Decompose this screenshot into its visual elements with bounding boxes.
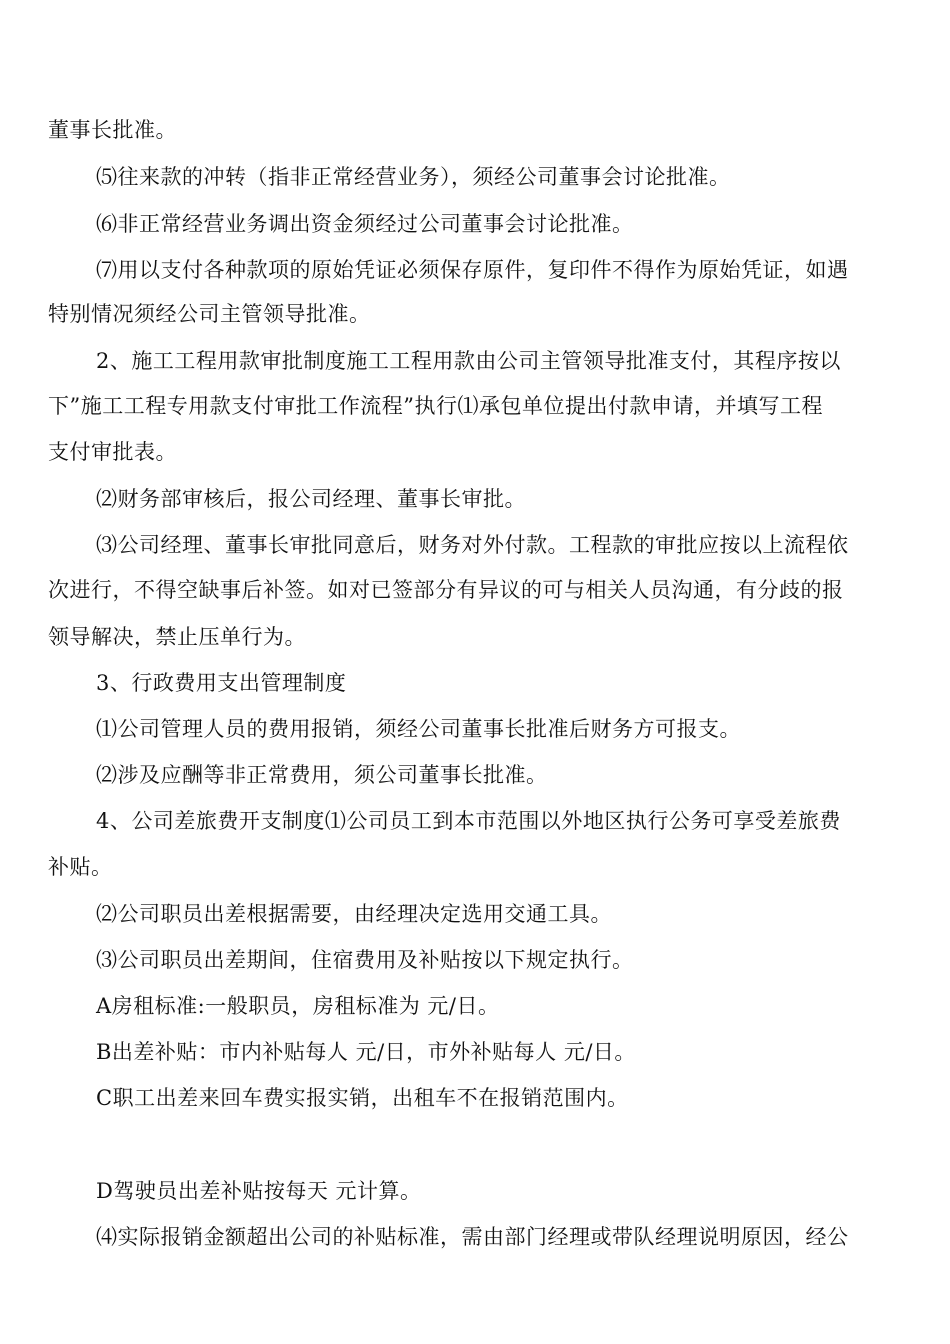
paragraph-line: 特别情况须经公司主管领导批准。 [48,302,371,326]
paragraph-line: ⑺用以支付各种款项的原始凭证必须保存原件，复印件不得作为原始凭证，如遇 [96,258,849,282]
paragraph-line: 次进行，不得空缺事后补签。如对已签部分有异议的可与相关人员沟通，有分歧的报 [48,578,844,602]
paragraph-line: ⑵财务部审核后，报公司经理、董事长审批。 [96,487,526,511]
paragraph-line: 支付审批表。 [48,440,177,464]
paragraph-line: ⑴公司管理人员的费用报销，须经公司董事长批准后财务方可报支。 [96,717,741,741]
paragraph-line: ⑶公司职员出差期间，住宿费用及补贴按以下规定执行。 [96,948,634,972]
paragraph-line: ⑸往来款的冲转（指非正常经营业务），须经公司董事会讨论批准。 [96,165,731,189]
paragraph-line: ⑵涉及应酬等非正常费用，须公司董事长批准。 [96,763,548,787]
paragraph-line: D驾驶员出差补贴按每天 元计算。 [96,1179,422,1203]
paragraph-line: 下”施工工程专用款支付审批工作流程”执行⑴承包单位提出付款申请，并填写工程 [48,394,823,418]
paragraph-line: ⑷实际报销金额超出公司的补贴标准，需由部门经理或带队经理说明原因，经公 [96,1225,849,1249]
paragraph-line: A房租标准:一般职员，房租标准为 元/日。 [96,994,500,1018]
paragraph-line: C职工出差来回车费实报实销，出租车不在报销范围内。 [96,1086,629,1110]
paragraph-line: ⑵公司职员出差根据需要，由经理决定选用交通工具。 [96,902,612,926]
paragraph-line: ⑹非正常经营业务调出资金须经过公司董事会讨论批准。 [96,212,634,236]
paragraph-line: 董事长批准。 [48,118,177,142]
paragraph-line: B出差补贴：市内补贴每人 元/日，市外补贴每人 元/日。 [96,1040,636,1064]
section-heading: 3、行政费用支出管理制度 [96,671,347,695]
paragraph-line: ⑶公司经理、董事长审批同意后，财务对外付款。工程款的审批应按以上流程依 [96,533,849,557]
paragraph-line: 补贴。 [48,855,113,879]
paragraph-line: 2、施工工程用款审批制度施工工程用款由公司主管领导批准支付，其程序按以 [96,349,841,373]
paragraph-line: 4、公司差旅费开支制度⑴公司员工到本市范围以外地区执行公务可享受差旅费 [96,809,841,833]
paragraph-line: 领导解决，禁止压单行为。 [48,625,306,649]
